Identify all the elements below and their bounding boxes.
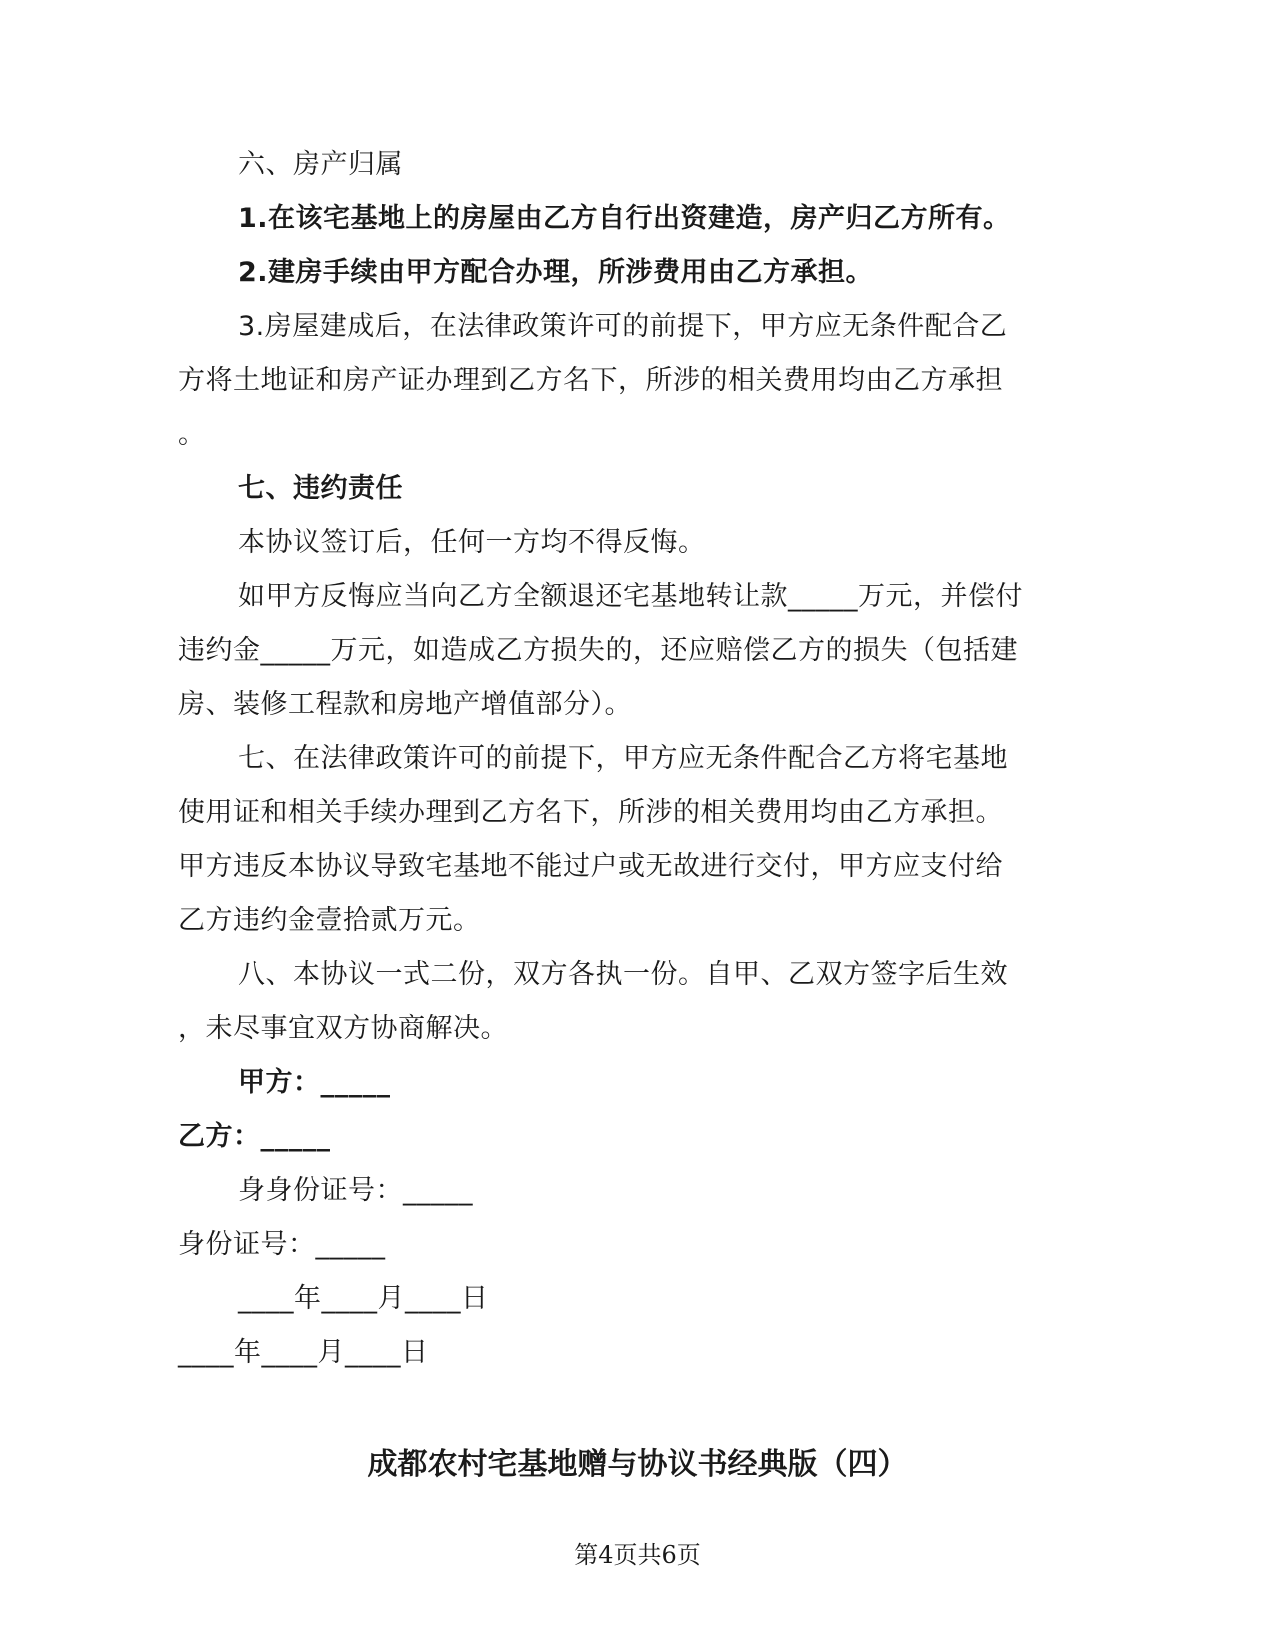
party-b-id-number: 身份证号：_____: [178, 1229, 386, 1260]
clause-6-3-line2: 方将土地证和房产证办理到乙方名下，所涉的相关费用均由乙方承担: [178, 365, 1003, 396]
party-a-date: ____年____月____日: [238, 1283, 489, 1314]
clause-6-2: 2.建房手续由甲方配合办理，所涉费用由乙方承担。: [238, 257, 874, 288]
clause-7-line4: 乙方违约金壹拾贰万元。: [178, 905, 481, 936]
breach-para-2-line1: 如甲方反悔应当向乙方全额退还宅基地转让款_____万元，并偿付: [238, 581, 1023, 612]
breach-para-2-line3: 房、装修工程款和房地产增值部分）。: [178, 689, 632, 720]
page-footer: 第4页共6页: [574, 1541, 701, 1569]
clause-7-line1: 七、在法律政策许可的前提下，甲方应无条件配合乙方将宅基地: [238, 743, 1008, 774]
clause-7-line2: 使用证和相关手续办理到乙方名下，所涉的相关费用均由乙方承担。: [178, 797, 1003, 828]
party-a-signature: 甲方：_____: [238, 1067, 391, 1098]
party-b-date: ____年____月____日: [178, 1337, 429, 1368]
party-a-id-number: 身身份证号：_____: [238, 1175, 473, 1206]
clause-6-1: 1.在该宅基地上的房屋由乙方自行出资建造，房产归乙方所有。: [238, 203, 1011, 234]
breach-para-2-line2: 违约金_____万元，如造成乙方损失的，还应赔偿乙方的损失（包括建: [178, 635, 1018, 666]
clause-8-line2: ，未尽事宜双方协商解决。: [178, 1013, 508, 1044]
party-b-signature: 乙方：_____: [178, 1121, 331, 1152]
clause-8-line1: 八、本协议一式二份，双方各执一份。自甲、乙双方签字后生效: [238, 959, 1008, 990]
clause-7-line3: 甲方违反本协议导致宅基地不能过户或无故进行交付，甲方应支付给: [178, 851, 1003, 882]
section-heading-breach: 七、违约责任: [238, 473, 403, 504]
clause-6-3-line1: 3.房屋建成后，在法律政策许可的前提下，甲方应无条件配合乙: [238, 311, 1008, 342]
breach-para-1: 本协议签订后，任何一方均不得反悔。: [238, 527, 706, 558]
section-title: 成都农村宅基地赠与协议书经典版（四）: [367, 1447, 908, 1482]
section-heading-property: 六、房产归属: [238, 149, 403, 180]
clause-6-3-line3: 。: [178, 419, 206, 450]
